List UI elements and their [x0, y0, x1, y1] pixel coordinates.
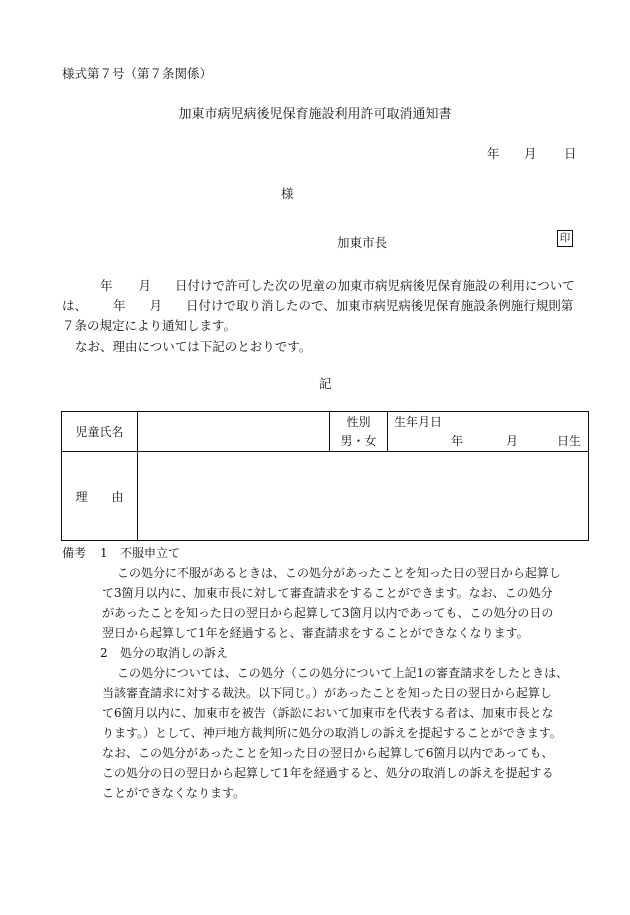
- remarks-item-2-line: ことができなくなります。: [102, 786, 246, 800]
- remarks-item-2-heading: [62, 643, 592, 663]
- sex-options: 男・女: [340, 433, 377, 448]
- body-year-2: 年: [113, 298, 126, 313]
- body-line-3: ７条の規定により通知します。: [62, 318, 237, 333]
- addressee-suffix: 様: [281, 186, 294, 201]
- date-month: 月: [524, 146, 537, 161]
- body-year-1: 年: [100, 278, 113, 293]
- child-name-value: [138, 412, 330, 452]
- remarks-item-2-line: ります。）として、神戸地方裁判所に処分の取消しの訴えを提起することができます。: [102, 726, 562, 740]
- remarks-item-1-line: て3箇月以内に、加東市長に対して審査請求をすることができます。なお、この処分: [102, 586, 553, 600]
- birth-month: 月: [506, 433, 519, 448]
- body-month-1: 月: [138, 278, 152, 293]
- remarks-section: [62, 543, 592, 803]
- birth-label: 生年月日: [394, 414, 443, 429]
- remarks-item-1-title: 不服申立て: [120, 546, 181, 560]
- remarks-item-1-line: この処分に不服があるときは、この処分があったことを知った日の翌日から起算し: [117, 566, 561, 580]
- remarks-item-1-line: 翌日から起算して1年を経過すると、審査請求をすることができなくなります。: [102, 626, 529, 640]
- remarks-item-1-line: があったことを知った日の翌日から起算して3箇月以内であっても、この処分の日の: [102, 606, 554, 620]
- body-line-2: [62, 296, 573, 316]
- issuer-name: 加東市長: [337, 235, 388, 250]
- remarks-heading: [62, 543, 592, 563]
- table-row: [62, 452, 589, 541]
- remarks-item-2-number: 2: [100, 646, 108, 660]
- body-text-2: 日付けで取り消したので、加東市病児病後児保育施設条例施行規則第: [186, 298, 574, 313]
- remarks-item-2-title: 処分の取消しの訴え: [120, 646, 229, 660]
- child-name-label: 児童氏名: [62, 412, 138, 452]
- birth-year: 年: [451, 433, 464, 448]
- remarks-item-1-number: 1: [100, 546, 108, 560]
- body-line-4: なお、理由については下記のとおりです。: [75, 339, 312, 354]
- body-month-2: 月: [149, 298, 163, 313]
- date-year: 年: [487, 146, 500, 161]
- remarks-item-2-line: なお、この処分があったことを知った日の翌日から起算して6箇月以内であっても、: [102, 746, 554, 760]
- sex-label: 性別: [346, 414, 371, 429]
- remarks-item-2-line: この処分の日の翌日から起算して1年を経過すると、処分の取消しの訴えを提起する: [102, 766, 554, 780]
- birth-cell: [388, 412, 589, 452]
- body-text-1: 日付けで許可した次の児童の加東市病児病後児保育施設の利用について: [175, 278, 575, 293]
- reason-label: 理 由: [62, 452, 138, 541]
- body-line-1: [62, 276, 575, 296]
- body-prefix-2: は、: [62, 298, 88, 313]
- remarks-item-2-line: て6箇月以内に、加東市を被告（訴訟において加東市を代表する者は、加東市長とな: [102, 706, 554, 720]
- birth-values: [388, 432, 588, 451]
- reason-value: [138, 452, 589, 541]
- table-row: [62, 412, 589, 452]
- birth-day: 日生: [557, 433, 582, 448]
- remarks-item-2-line: この処分については、この処分（この処分について上記1の審査請求をしたときは、: [117, 666, 569, 680]
- form-number: 様式第７号（第７条関係）: [62, 66, 213, 81]
- seal-mark: 印: [557, 230, 573, 247]
- document-title: 加東市病児病後児保育施設利用許可取消通知書: [178, 107, 452, 122]
- remarks-item-2-line: 当該審査請求に対する裁決。以下同じ。）があったことを知った日の翌日から起算し: [102, 686, 552, 700]
- record-heading: 記: [319, 376, 332, 391]
- date-day: 日: [564, 146, 577, 161]
- sex-cell: [330, 412, 388, 452]
- remarks-label: 備考: [62, 546, 87, 560]
- info-table: [61, 411, 589, 541]
